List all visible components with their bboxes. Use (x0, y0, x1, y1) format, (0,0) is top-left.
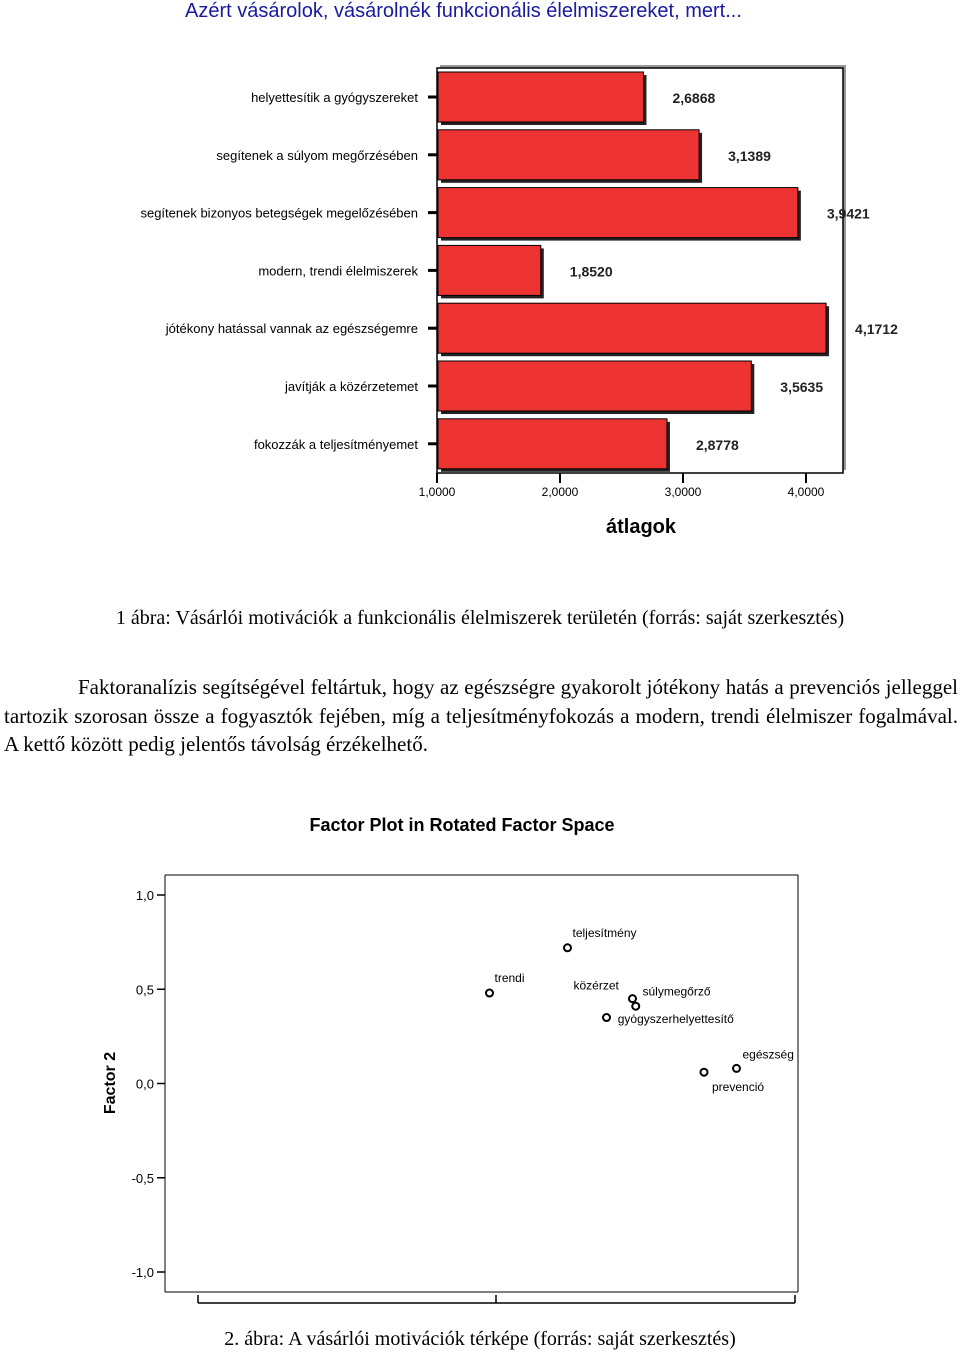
page-header: Azért vásárolok, vásárolnék funkcionális élelmiszereket, mert... (185, 0, 742, 22)
category-label: helyettesítik a gyógyszereket (251, 90, 418, 105)
chart-title: Factor Plot in Rotated Factor Space (309, 815, 615, 835)
value-label: 3,9421 (826, 205, 870, 222)
bar (438, 188, 798, 238)
y-axis-title: Factor 2 (102, 1051, 119, 1115)
point-label: súlymegőrző (642, 984, 711, 999)
data-point (486, 990, 493, 997)
x-tick-label: 2,0000 (541, 485, 579, 499)
y-tick-label: 0,0 (135, 1076, 154, 1092)
bar (438, 303, 826, 353)
point-label: teljesítmény (572, 925, 637, 940)
value-label: 1,8520 (569, 263, 613, 280)
category-label: segítenek bizonyos betegségek megelőzésében (140, 205, 418, 221)
y-tick-label: -1,0 (131, 1265, 154, 1280)
bar (438, 130, 699, 180)
value-label: 2,6868 (672, 90, 716, 106)
y-tick-label: 0,5 (135, 982, 154, 998)
figure-1-caption: 1 ábra: Vásárlói motivációk a funkcionális élelmiszerek területén (forrás: saját szerkesztés) (115, 607, 845, 629)
x-tick-label: 3,0000 (664, 485, 702, 499)
x-tick-label: 1,0000 (418, 485, 456, 499)
value-label: 3,1389 (728, 147, 771, 164)
category-label: fokozzák a teljesítményemet (253, 436, 418, 452)
factor-plot (0, 800, 960, 1320)
data-point (564, 944, 571, 951)
point-label: trendi (494, 971, 525, 986)
x-axis-title: átlagok (605, 516, 677, 538)
data-point (701, 1069, 708, 1076)
bar-chart (0, 0, 960, 550)
bar (438, 361, 751, 411)
x-tick-label: 4,0000 (787, 485, 825, 499)
body-paragraph (4, 673, 958, 759)
bar (438, 72, 643, 122)
bar (438, 419, 667, 469)
category-label: javítják a közérzetemet (285, 379, 418, 394)
category-label: modern, trendi élelmiszerek (258, 263, 418, 279)
data-point (632, 1003, 639, 1010)
data-point (603, 1014, 610, 1021)
point-label: prevenció (712, 1080, 765, 1095)
y-tick-label: 1,0 (135, 888, 154, 903)
value-label: 4,1712 (855, 321, 898, 338)
value-label: 3,5635 (780, 379, 824, 395)
category-label: jótékony hatással vannak az egészségemre (165, 321, 418, 337)
data-point (733, 1065, 740, 1072)
data-point (629, 995, 636, 1002)
point-label: közérzet (573, 978, 619, 993)
bar (438, 245, 541, 295)
figure-2-caption: 2. ábra: A vásárlói motivációk térképe (forrás: saját szerkesztés) (224, 1328, 736, 1350)
point-label: gyógyszerhelyettesítő (617, 1012, 734, 1027)
category-label: segítenek a súlyom megőrzésében (216, 147, 418, 163)
value-label: 2,8778 (695, 436, 739, 453)
point-label: egészség (742, 1047, 794, 1062)
paragraph-text: Faktoranalízis segítségével feltártuk, hogy az egészségre gyakorolt jótékony hatás a prevenciós jelleggel tartozik szorosan össze a fogyasztók fejében, míg a teljesítményfokozás a modern, trendi élelmiszer fogalmával. A kettő között pedig jelentős távolság érzékelhető. (4, 675, 958, 756)
y-tick-label: -0,5 (131, 1170, 154, 1186)
